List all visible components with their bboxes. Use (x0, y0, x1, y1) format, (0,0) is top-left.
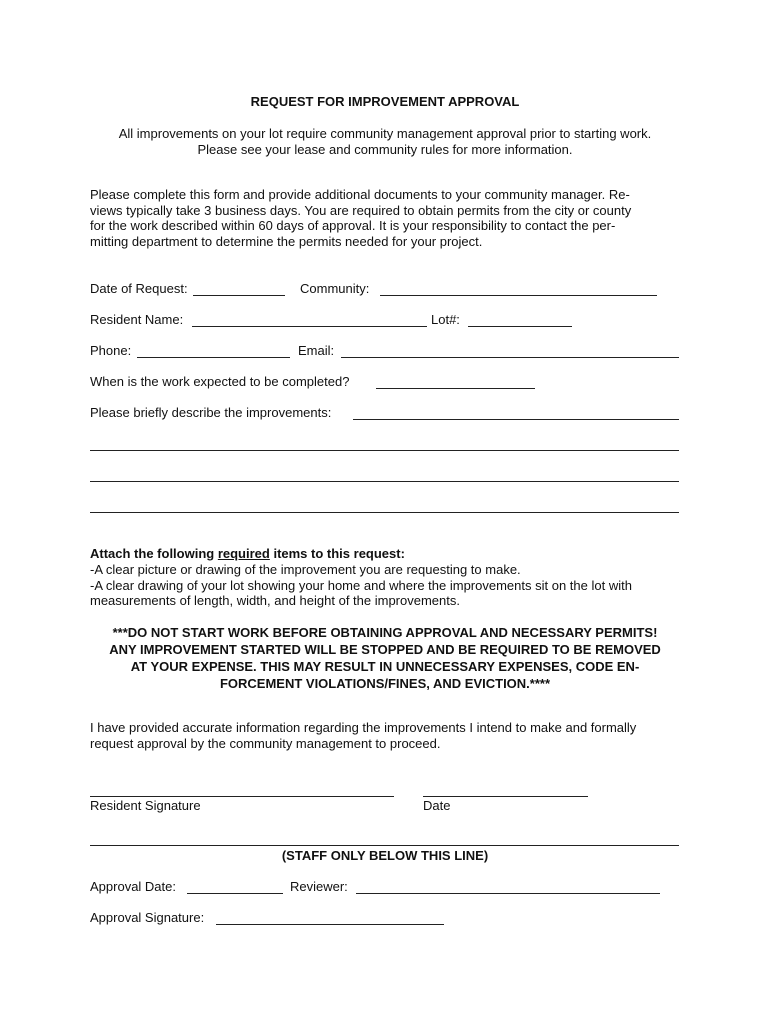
describe-line[interactable] (90, 450, 679, 451)
describe-field[interactable] (353, 419, 679, 420)
resident-name-label: Resident Name: (90, 312, 184, 327)
resident-signature-field[interactable] (90, 796, 394, 797)
attach-item: measurements of length, width, and height of the improvements. (90, 593, 460, 608)
community-field[interactable] (380, 295, 657, 296)
email-field[interactable] (341, 357, 679, 358)
email-label: Email: (298, 343, 335, 358)
staff-divider-line (90, 845, 679, 846)
instructions-paragraph (90, 187, 682, 249)
attach-heading-text: items to this request: (269, 546, 405, 561)
completion-field[interactable] (376, 388, 535, 389)
describe-label: Please briefly describe the improvements: (90, 405, 332, 420)
phone-field[interactable] (137, 357, 290, 358)
lot-field[interactable] (468, 326, 572, 327)
instructions-line: Please complete this form and provide additional documents to your community manager. Re- (90, 187, 630, 202)
warning-line-4: FORCEMENT VIOLATIONS/FINES, AND EVICTION.**** (219, 676, 551, 691)
declaration-line: I have provided accurate information regarding the improvements I intend to make and formally (90, 720, 637, 735)
lot-label: Lot#: (431, 312, 460, 327)
declaration-line: request approval by the community management to proceed. (90, 735, 441, 751)
community-label: Community: (300, 281, 370, 296)
attach-item: -A clear picture or drawing of the improvement you are requesting to make. (90, 562, 521, 577)
attach-heading-required: required (217, 546, 270, 561)
describe-line[interactable] (90, 481, 679, 482)
date-of-request-field[interactable] (193, 295, 285, 296)
intro-line-1: All improvements on your lot require community management approval prior to starting work. (118, 126, 652, 141)
attach-item: -A clear drawing of your lot showing your home and where the improvements sit on the lot with (90, 577, 632, 593)
warning-line-2: ANY IMPROVEMENT STARTED WILL BE STOPPED AND BE REQUIRED TO BE REMOVED (109, 642, 661, 657)
resident-name-field[interactable] (192, 326, 427, 327)
phone-label: Phone: (90, 343, 132, 358)
instructions-line: for the work described within 60 days of approval. It is your responsibility to contact the per- (90, 218, 616, 233)
completion-label: When is the work expected to be completed? (90, 374, 350, 389)
approval-date-label: Approval Date: (90, 879, 176, 894)
warning-line-3: AT YOUR EXPENSE. THIS MAY RESULT IN UNNECESSARY EXPENSES, CODE EN- (130, 659, 640, 674)
attach-heading (90, 546, 405, 562)
signature-date-label: Date (423, 798, 451, 813)
intro-line-2: Please see your lease and community rules for more information. (197, 142, 573, 157)
signature-date-field[interactable] (423, 796, 588, 797)
reviewer-field[interactable] (356, 893, 660, 894)
instructions-line: mitting department to determine the permits needed for your project. (90, 233, 483, 249)
approval-signature-field[interactable] (216, 924, 444, 925)
reviewer-label: Reviewer: (290, 879, 348, 894)
staff-only-heading: (STAFF ONLY BELOW THIS LINE) (281, 848, 489, 863)
warning-line-1: ***DO NOT START WORK BEFORE OBTAINING APPROVAL AND NECESSARY PERMITS! (112, 625, 658, 640)
form-title: REQUEST FOR IMPROVEMENT APPROVAL (250, 94, 520, 109)
declaration-paragraph (90, 720, 682, 751)
describe-line[interactable] (90, 512, 679, 513)
resident-signature-label: Resident Signature (90, 798, 201, 813)
approval-signature-label: Approval Signature: (90, 910, 205, 925)
date-of-request-label: Date of Request: (90, 281, 188, 296)
instructions-line: views typically take 3 business days. You are required to obtain permits from the city or county (90, 202, 632, 218)
attach-heading-text: Attach the following (90, 546, 218, 561)
attach-list (90, 562, 682, 609)
approval-date-field[interactable] (187, 893, 283, 894)
